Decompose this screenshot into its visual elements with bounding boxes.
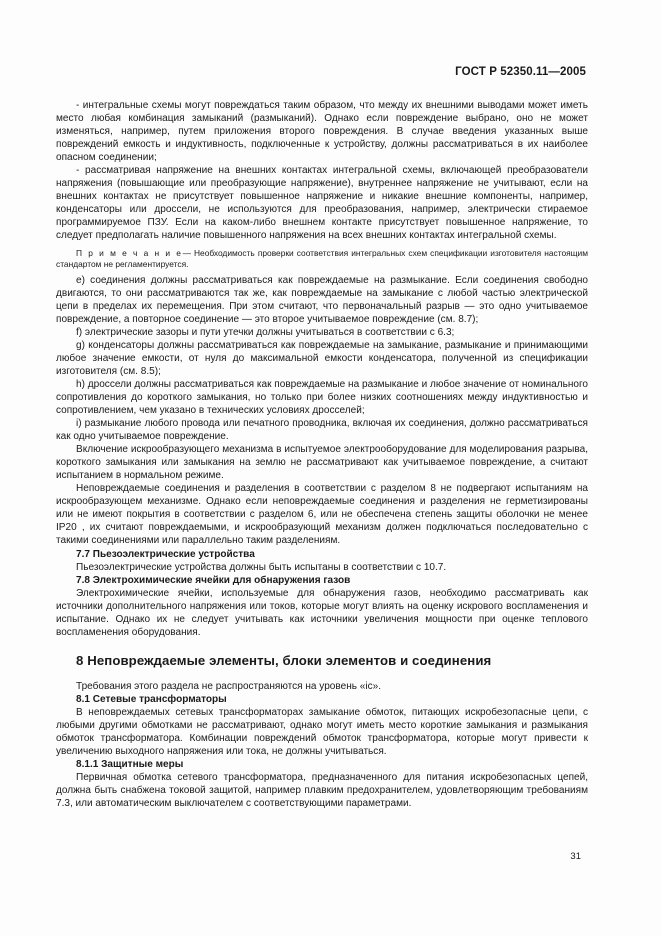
paragraph-item-i: i) размыкание любого провода или печатного проводника, включая их соединения, должно рассматриваться как одно учитываемое повреждение.: [56, 418, 588, 443]
paragraph-item-f: f) электрические зазоры и пути утечки должны учитываться в соответствии с 6.3;: [76, 326, 455, 338]
paragraph-spark-mechanism: Включение искрообразующего механизма в испытуемое электрооборудование для моделирования разрыва, короткого замыкания или замыкания на землю не рассматривают как учитываемое повреждение, а считают испытанием в нормальном режиме.: [56, 444, 588, 482]
subsection-title-8-1: 8.1 Сетевые трансформаторы: [76, 693, 227, 705]
standard-header: ГОСТ Р 52350.11—2005: [455, 66, 586, 78]
subsection-text-8-1-1: Первичная обмотка сетевого трансформатора, предназначенного для питания искробезопасных цепей, должна быть снабжена токовой защитой, например плавким предохранителем, удовлетворяющим требованиям 7.3, или автоматическим выключателем с соответствующими параметрами.: [56, 772, 588, 810]
note-text: — Необходимость проверки соответствия интегральных схем спецификации изготовителя настоящим стандартом не регламентируется.: [56, 247, 588, 269]
paragraph-non-damageable-connections: Неповреждаемые соединения и разделения в соответствии с разделом 8 не подвергают испытаниям на искрообразующем механизме. Однако если неповреждаемые соединения и разделения не герметизированы или не имеют покрытия в соответствии с разделом 6, или не обеспечена степень защиты оболочки не менее IP20 , их считают повреждаемыми, и искрообразующий механизм должен подключаться последовательно с такими соединениями или параллельно таким разделениям.: [56, 483, 588, 547]
section-8-intro: Требования этого раздела не распространяются на уровень «ic».: [76, 680, 382, 692]
paragraph-item-e: е) соединения должны рассматриваться как повреждаемые на размыкание. Если соединения свободно двигаются, то они рассматриваются так же, как повреждаемые на замыкание с любой частью электрической цепи в пределах их перемещения. При этом считают, что первоначальный разрыв — это одно учитываемое повреждение, а повторное соединение — это второе учитываемое повреждение (см. 8.7);: [56, 274, 588, 325]
document-body: [56, 99, 588, 810]
section-title-8: 8 Неповреждаемые элементы, блоки элементов и соединения: [76, 652, 492, 668]
subsection-text-8-1: В неповреждаемых сетевых трансформаторах замыкание обмоток, питающих искробезопасные цепи, с любыми другими обмотками не рассматривают, однако могут иметь место короткие замыкания и размыкания обмоток трансформатора. Комбинации повреждений обмоток трансформатора, которые могут привести к увеличению выходного напряжения или тока, не должны учитываться.: [56, 706, 588, 758]
note-label: П р и м е ч а н и е: [76, 247, 183, 258]
page-number: 31: [570, 851, 581, 862]
subsection-title-7-7: 7.7 Пьезоэлектрические устройства: [76, 548, 255, 560]
subsection-text-7-7: Пьезоэлектрические устройства должны быть испытаны в соответствии с 10.7.: [76, 561, 447, 573]
paragraph-voltage-converters: - рассматривая напряжение на внешних контактах интегральной схемы, включающей преобразователи напряжения (повышающие или преобразующие напряжение), внутреннее напряжение не учитывают, если на внешних контактах не присутствует повышенное напряжение и никакие внешние компоненты, например, конденсаторы или дроссели, не используются для преобразования, например, электрически стираемое программируемое ПЗУ. Если на каком-либо внешнем контакте присутствует повышенное напряжение, то следует предполагать наличие повышенного напряжения на всех внешних контактах интегральной схемы.: [56, 165, 588, 242]
subsection-title-7-8: 7.8 Электрохимические ячейки для обнаружения газов: [76, 574, 351, 586]
paragraph-item-h: h) дроссели должны рассматриваться как повреждаемые на размыкание и любое значение от номинального сопротивления до короткого замыкания, но только при более низких соотношениях между индуктивностью и сопротивлением, чем указано в технических условиях дросселей;: [56, 378, 588, 416]
paragraph-integrated-circuits: - интегральные схемы могут повреждаться таким образом, что между их внешними выводами может иметь место любая комбинация замыканий (размыканий). Однако если повреждение выбрано, оно не может изменяться, например, путем приложения второго повреждения. В случае введения указанных выше повреждений емкость и индуктивность, подключенные к устройству, должны рассматриваться в их наиболее опасном соединении;: [56, 100, 588, 164]
note: [56, 248, 588, 270]
subsection-text-7-8: Электрохимические ячейки, используемые для обнаружения газов, необходимо рассматривать как источники дополнительного напряжения или токов, которые могут влиять на оценку искрового воспламенения и испытание. Однако их не следует учитывать как источники увеличения мощности при оценке теплового воспламенения оборудования.: [56, 587, 588, 638]
paragraph-item-g: g) конденсаторы должны рассматриваться как повреждаемые на замыкание, размыкание и принимающими любое значение емкости, от нуля до максимальной емкости конденсатора, полученной из спецификации изготовителя (см. 8.5);: [56, 339, 588, 377]
subsection-title-8-1-1: 8.1.1 Защитные меры: [76, 759, 184, 771]
